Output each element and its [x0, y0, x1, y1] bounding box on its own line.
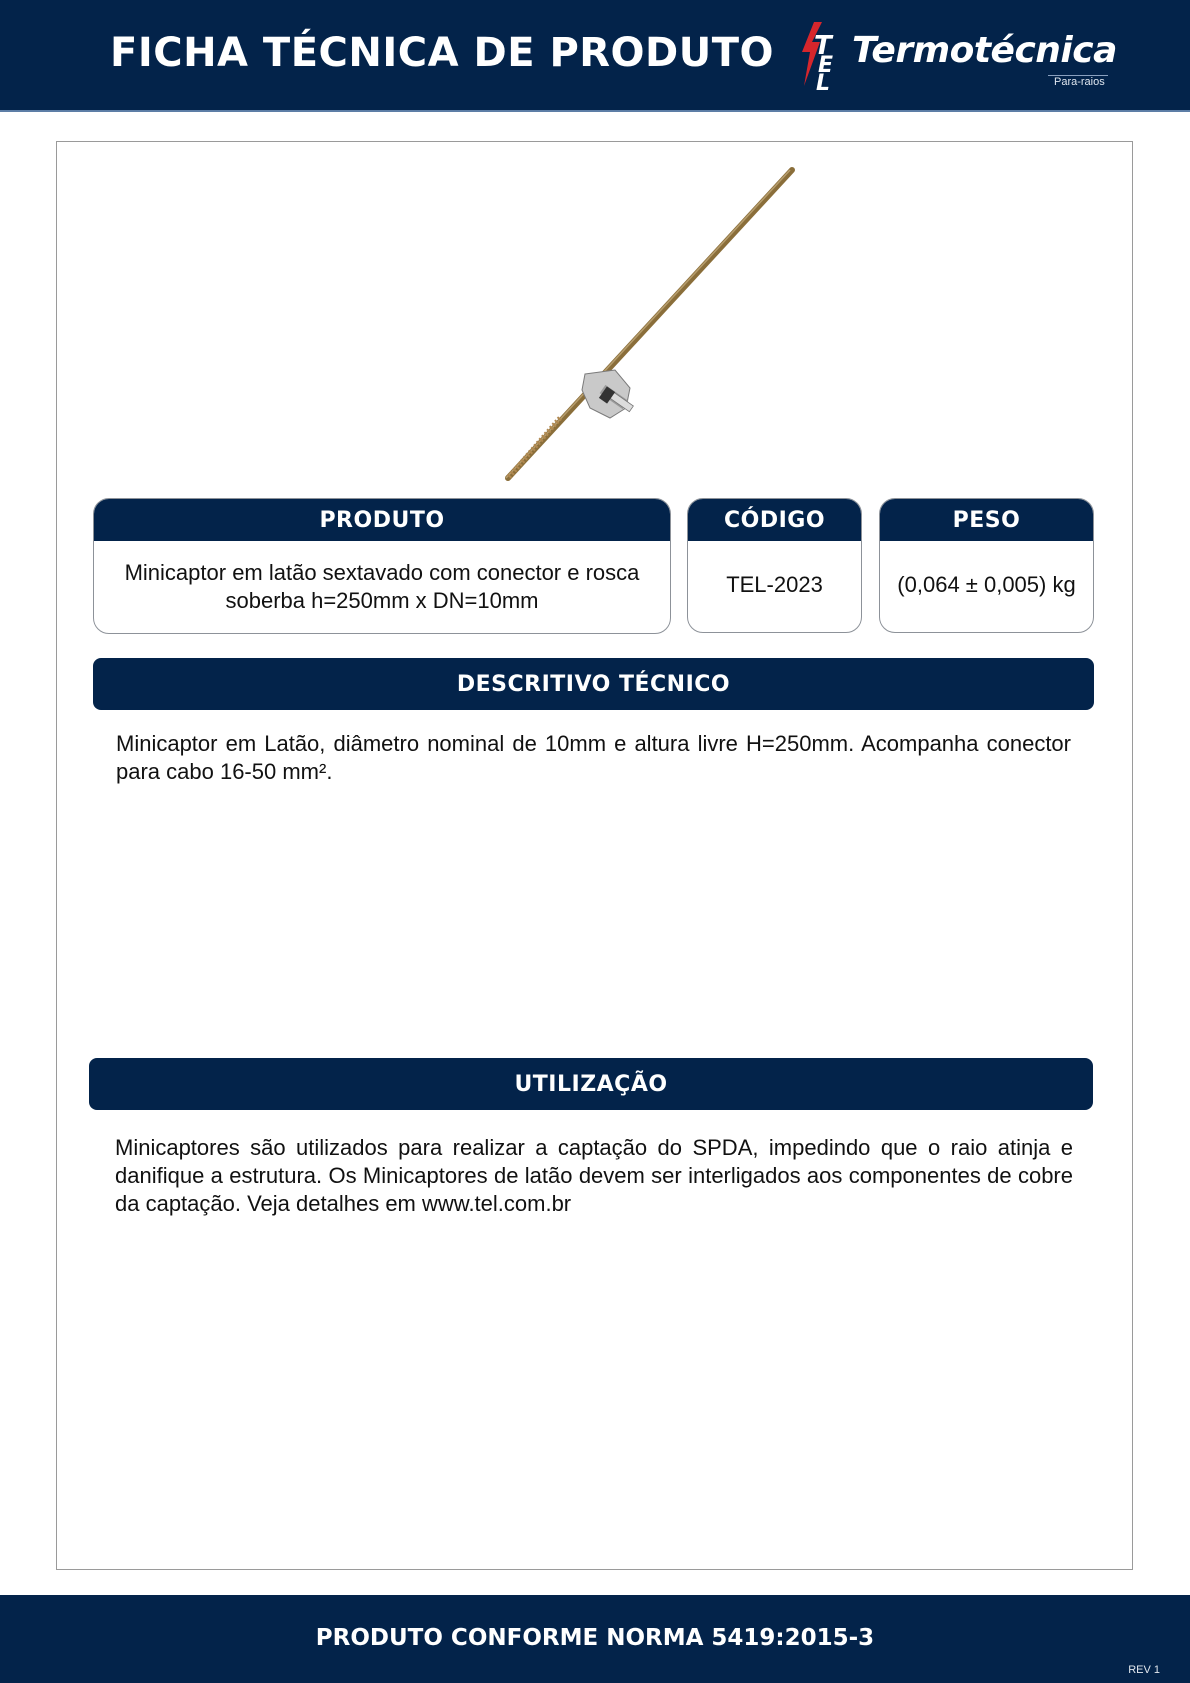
connector-icon	[582, 370, 633, 418]
codigo-value: TEL-2023	[726, 572, 823, 597]
produto-box	[93, 498, 671, 634]
page-title: FICHA TÉCNICA DE PRODUTO	[110, 30, 775, 76]
utilizacao-header: UTILIZAÇÃO	[89, 1058, 1093, 1110]
tel-lightning-logo-icon	[800, 20, 850, 92]
codigo-box	[687, 498, 862, 633]
svg-text:E: E	[818, 53, 834, 78]
company-logo	[800, 20, 1120, 92]
produto-label: PRODUTO	[94, 499, 670, 541]
page-header	[0, 0, 1190, 112]
product-image	[490, 160, 810, 490]
page-footer	[0, 1595, 1190, 1683]
peso-label: PESO	[880, 499, 1093, 541]
revision-label: REV 1	[1128, 1664, 1160, 1676]
codigo-label: CÓDIGO	[688, 499, 861, 541]
peso-box	[879, 498, 1094, 633]
svg-text:T: T	[814, 31, 832, 61]
descritivo-text: Minicaptor em Latão, diâmetro nominal de 10mm e altura livre H=250mm. Acompanha conector para cabo 16-50 mm².	[116, 731, 1071, 784]
produto-value: Minicaptor em latão sextavado com conector e rosca soberba h=250mm x DN=10mm	[124, 560, 640, 613]
norma-statement: PRODUTO CONFORME NORMA 5419:2015-3	[315, 1625, 875, 1651]
peso-value: (0,064 ± 0,005) kg	[897, 572, 1076, 597]
logo-subtitle: Para-raios	[1054, 76, 1105, 88]
logo-brand-name: Termotécnica	[852, 30, 1117, 71]
svg-text:L: L	[816, 71, 831, 92]
descritivo-header: DESCRITIVO TÉCNICO	[93, 658, 1094, 710]
utilizacao-text: Minicaptores são utilizados para realizar a captação do SPDA, impedindo que o raio atinja e danifique a estrutura. Os Minicaptores de latão devem ser interligados aos componentes de cobre da captação. Veja detalhes em www.tel.com.br	[115, 1135, 1073, 1216]
